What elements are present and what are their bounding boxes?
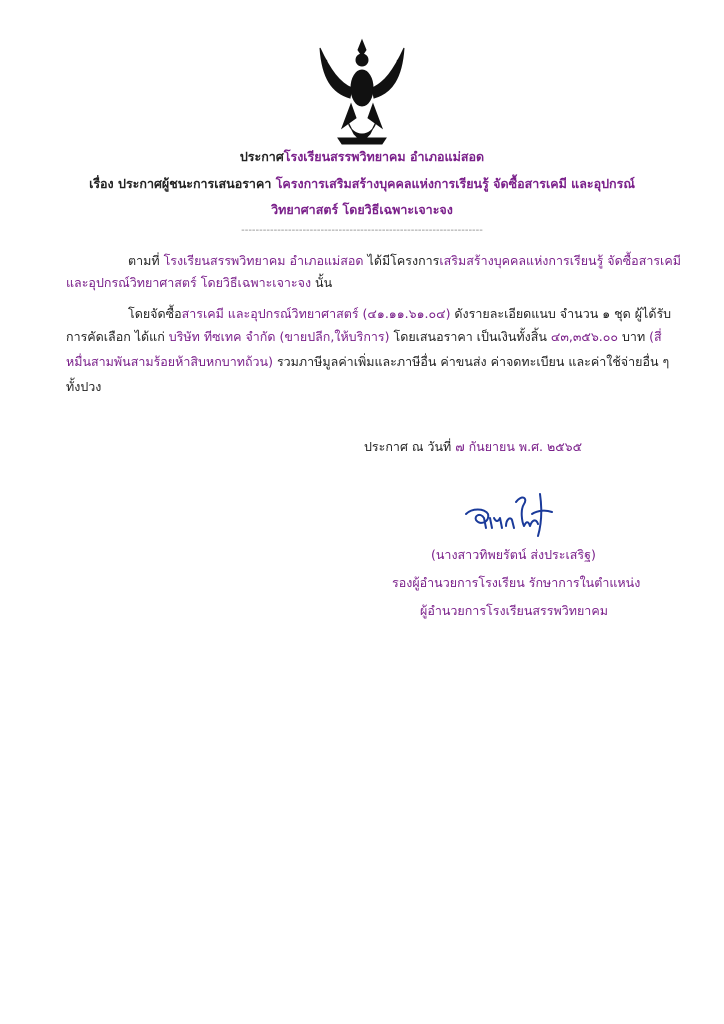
p2-words-b: หมื่นสามพันสามร้อยห้าสิบหกบาทถ้วน) xyxy=(66,354,273,369)
p2-line2-a: การคัดเลือก ได้แก่ xyxy=(66,329,169,344)
paragraph-1 xyxy=(66,250,681,272)
paragraph-1-line-2 xyxy=(66,272,656,294)
p1-project: เสริมสร้างบุคคลแห่งการเรียนรู้ จัดซื้อสารเคมี xyxy=(439,253,681,268)
subject-project: โครงการเสริมสร้างบุคคลแห่งการเรียนรู้ จัดซื้อสารเคมี และอุปกรณ์ xyxy=(275,176,635,191)
announce-label: ประกาศ ณ วันที่ xyxy=(364,439,456,454)
p2-item: สารเคมี และอุปกรณ์วิทยาศาสตร์ (๔๑.๑๑.๖๑.๐๔) xyxy=(181,306,451,321)
p1-school: โรงเรียนสรรพวิทยาคม อำเภอแม่สอด xyxy=(163,253,364,268)
subject-label: เรื่อง ประกาศผู้ชนะการเสนอราคา xyxy=(89,176,276,191)
p2-line3-rest: รวมภาษีมูลค่าเพิ่มและภาษีอื่น ค่าขนส่ง ค่าจดทะเบียน และค่าใช้จ่ายอื่น ๆ xyxy=(272,354,670,369)
announce-date-line xyxy=(364,437,582,457)
subject-line xyxy=(0,174,724,194)
p1-mid: ได้มีโครงการ xyxy=(363,253,440,268)
title-org: โรงเรียนสรรพวิทยาคม อำเภอแม่สอด xyxy=(283,149,485,164)
signer-position-1: รองผู้อำนวยการโรงเรียน รักษาการในตำแหน่ง xyxy=(392,575,641,590)
p2-intro: โดยจัดซื้อ xyxy=(128,306,182,321)
paragraph-2-line-3 xyxy=(66,351,670,373)
p1-end: นั้น xyxy=(311,275,333,290)
title-prefix: ประกาศ xyxy=(239,149,284,164)
p1-intro: ตามที่ xyxy=(128,253,164,268)
p2-line4: ทั้งปวง xyxy=(66,379,102,394)
announcement-title xyxy=(0,147,724,167)
signature-icon xyxy=(462,492,554,542)
p1-line2: และอุปกรณ์วิทยาศาสตร์ โดยวิธีเฉพาะเจาะจง xyxy=(66,275,312,290)
announce-date: ๗ กันยายน พ.ศ. ๒๕๖๕ xyxy=(455,439,583,454)
p2-company: บริษัท ทีซเทค จำกัด (ขายปลีก,ให้บริการ) xyxy=(168,329,390,344)
p2-currency: บาท xyxy=(618,329,650,344)
p2-line2-b: โดยเสนอราคา เป็นเงินทั้งสิ้น xyxy=(389,329,551,344)
paragraph-2 xyxy=(66,303,672,325)
signer-name: (นางสาวทิพยรัตน์ ส่งประเสริฐ) xyxy=(431,547,596,562)
p2-words-a: (สี่ xyxy=(649,329,662,344)
signer-position-2: ผู้อำนวยการโรงเรียนสรรพวิทยาคม xyxy=(420,603,608,618)
p2-rest: ดังรายละเอียดแนบ จำนวน ๑ ชุด ผู้ได้รับ xyxy=(450,306,672,321)
divider: ------------------------------------------------------------------- xyxy=(241,225,483,236)
paragraph-2-line-2 xyxy=(66,326,662,348)
garuda-emblem-icon xyxy=(312,38,412,148)
subject-line-2: วิทยาศาสตร์ โดยวิธีเฉพาะเจาะจง xyxy=(271,202,453,217)
p2-amount: ๔๓,๓๕๖.๐๐ xyxy=(550,329,619,344)
